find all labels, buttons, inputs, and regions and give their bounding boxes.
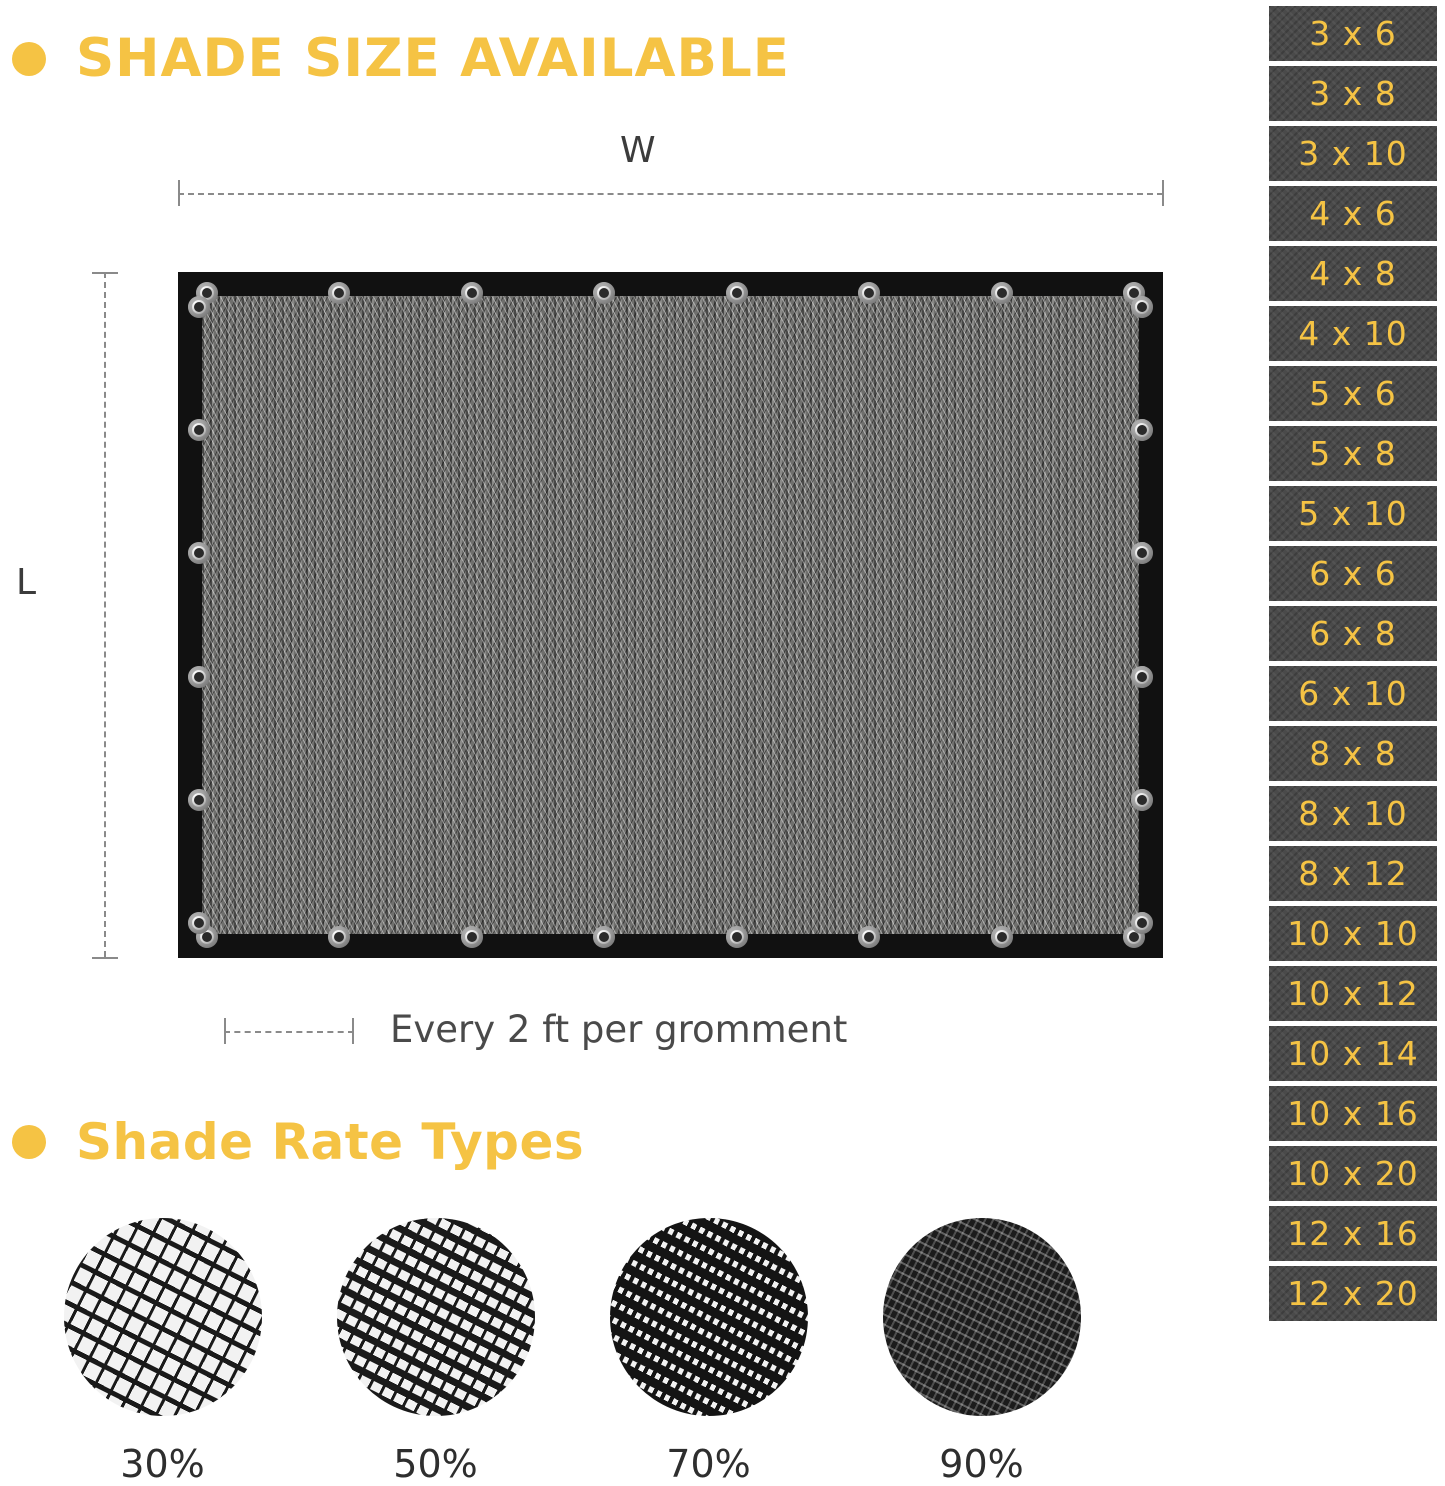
grommet-icon <box>1131 912 1153 934</box>
grommet-icon <box>991 926 1013 948</box>
size-chip[interactable]: 10 x 20 <box>1269 1146 1437 1201</box>
grommet-spacing-tick-left <box>224 1018 226 1044</box>
width-dimension-label: W <box>620 130 656 171</box>
shade-rate-label: 50% <box>393 1442 478 1486</box>
grommet-spacing-caption: Every 2 ft per gromment <box>390 1008 848 1051</box>
grommet-icon <box>188 789 210 811</box>
size-chip[interactable]: 3 x 10 <box>1269 126 1437 181</box>
shade-rate-swatch-50 <box>337 1218 535 1416</box>
width-tick-left <box>178 180 180 206</box>
grommet-icon <box>1131 419 1153 441</box>
shade-rate-item <box>60 1218 265 1486</box>
shade-rate-item <box>606 1218 811 1486</box>
grommet-icon <box>1131 666 1153 688</box>
grommet-spacing-tick-right <box>352 1018 354 1044</box>
length-tick-top <box>92 272 118 274</box>
grommet-icon <box>188 912 210 934</box>
size-chip[interactable]: 8 x 10 <box>1269 786 1437 841</box>
shade-rate-label: 30% <box>120 1442 205 1486</box>
bullet-dot-icon <box>12 1125 46 1159</box>
size-chip[interactable]: 6 x 10 <box>1269 666 1437 721</box>
section-heading-shade-size <box>12 28 790 89</box>
grommet-icon <box>991 282 1013 304</box>
width-dimension-line <box>178 193 1163 195</box>
size-chip[interactable]: 10 x 10 <box>1269 906 1437 961</box>
grommet-icon <box>1131 789 1153 811</box>
size-chip[interactable]: 5 x 6 <box>1269 366 1437 421</box>
size-chip[interactable]: 5 x 8 <box>1269 426 1437 481</box>
shade-rate-label: 70% <box>666 1442 751 1486</box>
shade-rate-list <box>60 1218 1210 1486</box>
size-chip[interactable]: 10 x 16 <box>1269 1086 1437 1141</box>
shade-rate-item <box>333 1218 538 1486</box>
size-chip[interactable]: 4 x 10 <box>1269 306 1437 361</box>
size-chip[interactable]: 6 x 6 <box>1269 546 1437 601</box>
grommet-icon <box>726 282 748 304</box>
shade-rate-swatch-90 <box>883 1218 1081 1416</box>
available-sizes-list <box>1269 6 1437 1321</box>
grommet-icon <box>1131 296 1153 318</box>
shade-rate-label: 90% <box>939 1442 1024 1486</box>
section-heading-shade-rate-label: Shade Rate Types <box>76 1113 585 1171</box>
section-heading-shade-size-label: SHADE SIZE AVAILABLE <box>76 28 790 89</box>
grommet-icon <box>188 296 210 318</box>
grommet-icon <box>461 926 483 948</box>
size-chip[interactable]: 8 x 12 <box>1269 846 1437 901</box>
grommet-icon <box>1131 542 1153 564</box>
width-tick-right <box>1162 180 1164 206</box>
grommet-icon <box>188 666 210 688</box>
grommet-icon <box>593 926 615 948</box>
size-chip[interactable]: 8 x 8 <box>1269 726 1437 781</box>
shade-rate-swatch-30 <box>64 1218 262 1416</box>
shade-cloth-mesh-texture <box>202 296 1139 934</box>
grommet-icon <box>858 282 880 304</box>
size-chip[interactable]: 3 x 6 <box>1269 6 1437 61</box>
grommet-icon <box>461 282 483 304</box>
size-chip[interactable]: 3 x 8 <box>1269 66 1437 121</box>
size-chip[interactable]: 4 x 6 <box>1269 186 1437 241</box>
size-chip[interactable]: 4 x 8 <box>1269 246 1437 301</box>
shade-rate-item <box>879 1218 1084 1486</box>
size-chip[interactable]: 6 x 8 <box>1269 606 1437 661</box>
section-heading-shade-rate <box>12 1113 584 1171</box>
length-tick-bottom <box>92 957 118 959</box>
size-chip[interactable]: 12 x 20 <box>1269 1266 1437 1321</box>
length-dimension-line <box>104 272 106 957</box>
size-chip[interactable]: 10 x 12 <box>1269 966 1437 1021</box>
grommet-icon <box>328 926 350 948</box>
grommet-spacing-line <box>224 1031 354 1033</box>
grommet-icon <box>858 926 880 948</box>
size-chip[interactable]: 10 x 14 <box>1269 1026 1437 1081</box>
size-chip[interactable]: 5 x 10 <box>1269 486 1437 541</box>
bullet-dot-icon <box>12 42 46 76</box>
shade-cloth-diagram <box>178 272 1163 958</box>
length-dimension-label: L <box>16 562 37 603</box>
size-chip[interactable]: 12 x 16 <box>1269 1206 1437 1261</box>
shade-rate-swatch-70 <box>610 1218 808 1416</box>
grommet-icon <box>726 926 748 948</box>
